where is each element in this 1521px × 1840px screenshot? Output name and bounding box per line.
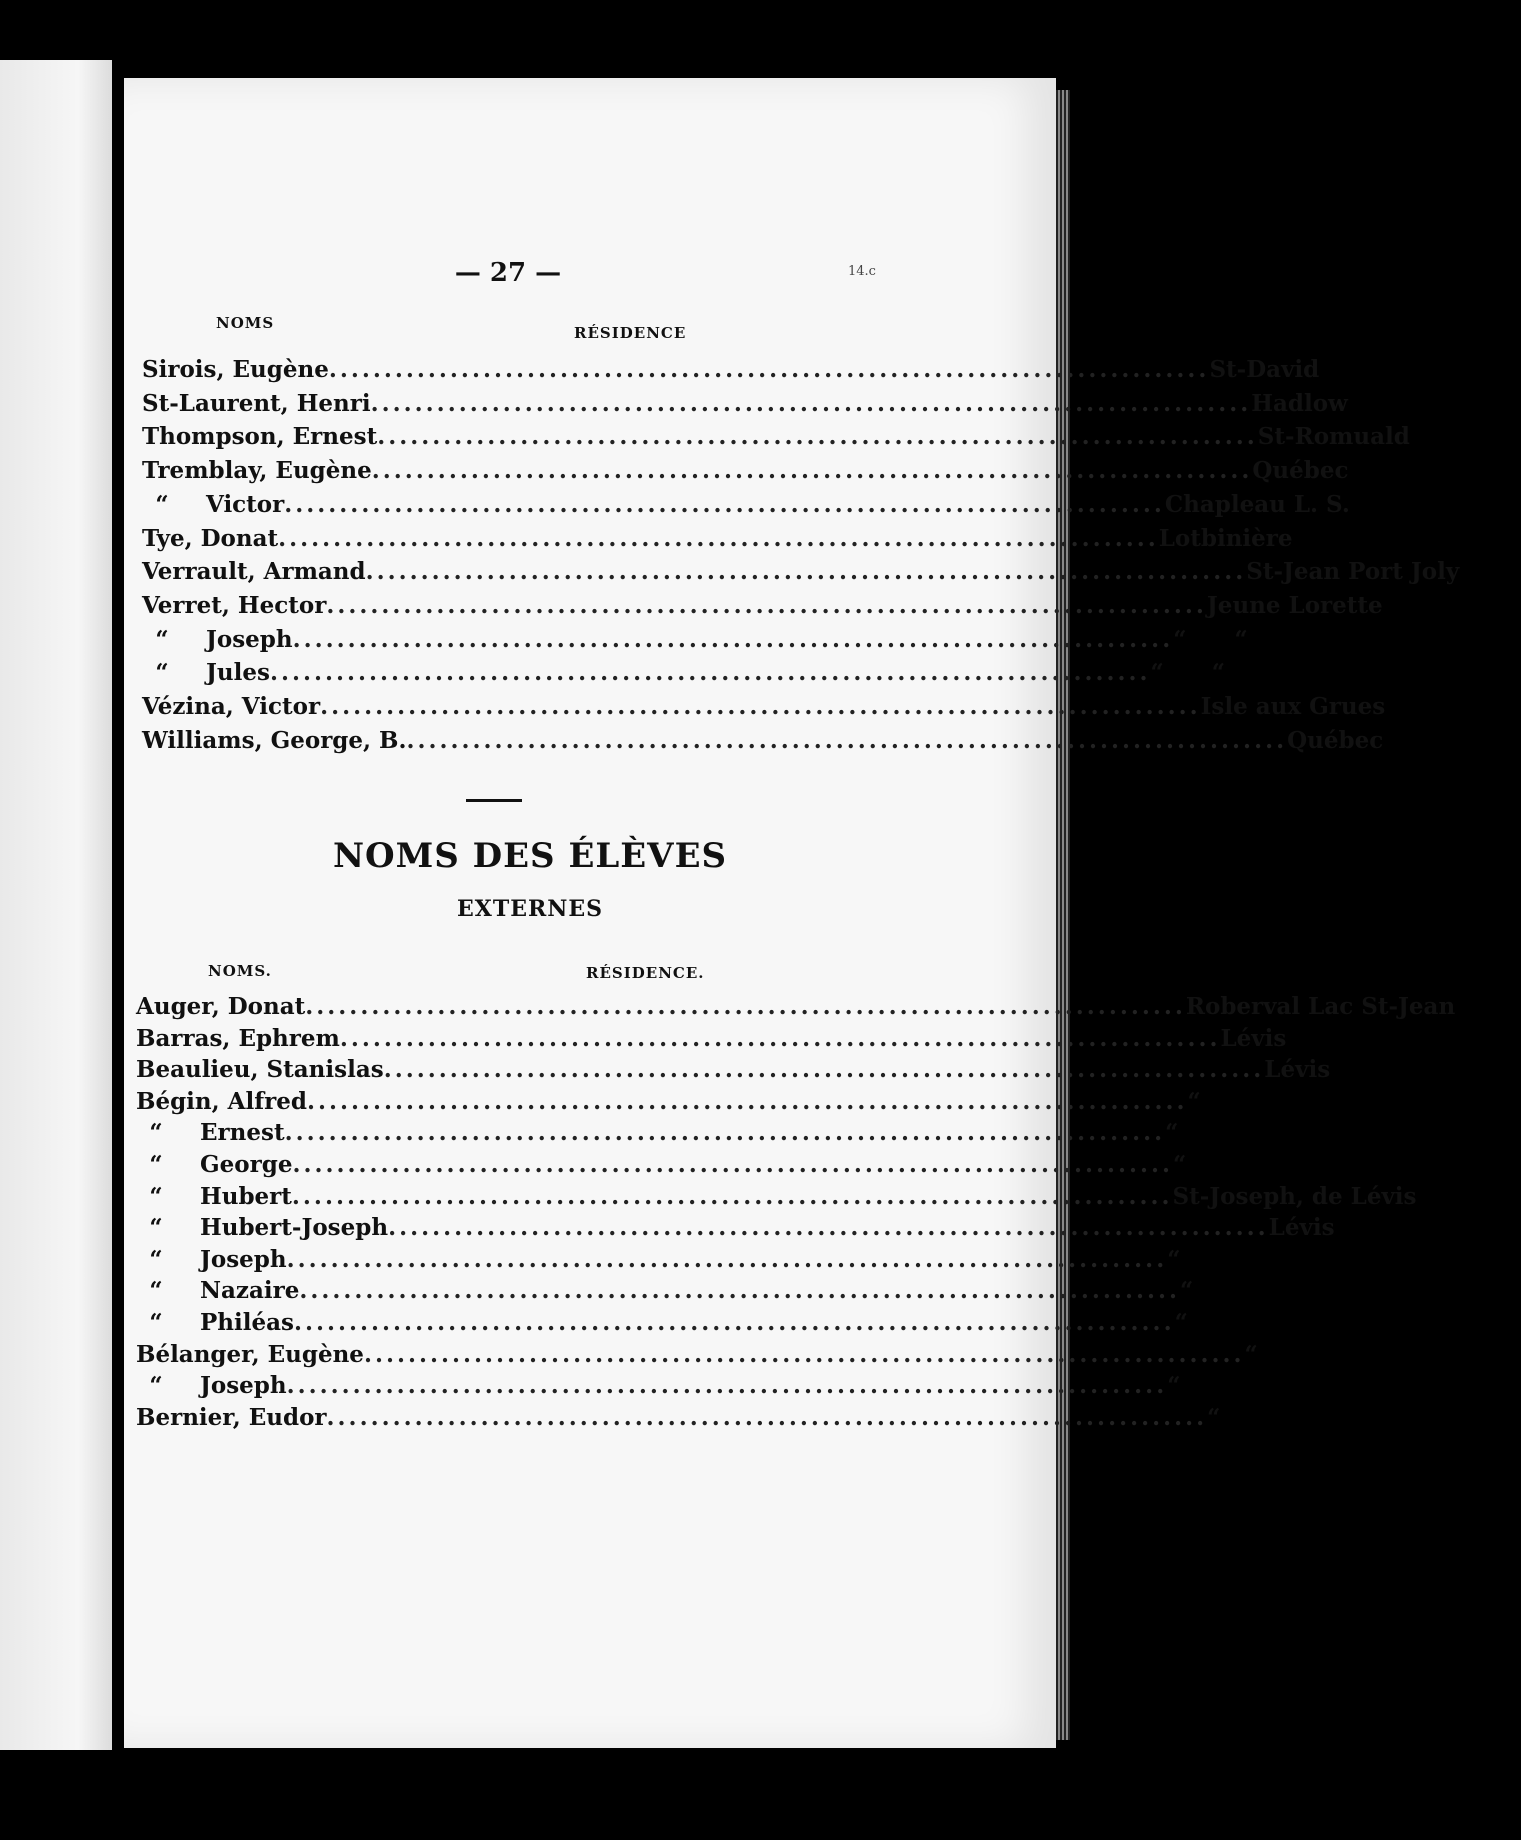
list-row bbox=[142, 726, 1384, 754]
student-name-text: Thompson, Ernest bbox=[142, 423, 378, 451]
student-name-text: Barras, Ephrem bbox=[136, 1024, 340, 1052]
student-name bbox=[136, 1025, 340, 1052]
leader-dots: ................................................................................ bbox=[388, 1214, 1269, 1242]
student-name-text: Verret, Hector bbox=[142, 591, 327, 619]
student-residence: Chapleau L. S. bbox=[1164, 490, 1350, 518]
ditto-mark: “ bbox=[149, 1309, 163, 1336]
student-residence: “ bbox=[1165, 1119, 1179, 1147]
student-residence: “ bbox=[1207, 1403, 1221, 1431]
student-name-text: Ernest bbox=[200, 1119, 285, 1147]
leader-dots: ................................................................................ bbox=[292, 1151, 1174, 1178]
student-name bbox=[136, 1088, 307, 1115]
list-row bbox=[142, 591, 1383, 619]
ditto-mark: “ bbox=[155, 490, 169, 518]
student-residence: Lévis bbox=[1264, 1056, 1331, 1084]
leader-dots: ................................................................................ bbox=[286, 1372, 1168, 1400]
leader-dots: ................................................................................ bbox=[269, 659, 1151, 687]
section-divider bbox=[466, 799, 522, 802]
student-name-text: Bélanger, Eugène bbox=[136, 1340, 364, 1368]
leader-dots: ................................................................................ bbox=[292, 625, 1174, 653]
list-row bbox=[136, 1056, 1331, 1084]
ditto-mark: “ bbox=[149, 1214, 163, 1242]
page-stack-edge bbox=[1056, 90, 1070, 1740]
leader-dots: ................................................................................ bbox=[363, 1340, 1245, 1368]
student-name-text: Victor bbox=[206, 490, 285, 518]
student-name-text: Nazaire bbox=[200, 1277, 300, 1305]
student-residence: Québec bbox=[1252, 457, 1349, 485]
student-name bbox=[142, 659, 270, 686]
list-row bbox=[142, 659, 1226, 687]
leader-dots: ................................................................................ bbox=[291, 1182, 1173, 1210]
student-name-text: Hubert-Joseph bbox=[200, 1214, 389, 1242]
section-title: NOMS DES ÉLÈVES bbox=[332, 836, 728, 876]
student-name bbox=[142, 356, 329, 383]
student-name-text: Joseph bbox=[206, 625, 293, 653]
student-name bbox=[142, 626, 293, 653]
student-name-text: Philéas bbox=[200, 1309, 294, 1336]
student-name-text: Williams, George, B. bbox=[142, 726, 407, 754]
leader-dots: ................................................................................ bbox=[406, 726, 1288, 754]
list-row bbox=[142, 625, 1248, 653]
ditto-mark: “ bbox=[155, 659, 169, 687]
facing-page-edge bbox=[0, 60, 112, 1750]
student-name-text: St-Laurent, Henri bbox=[142, 389, 371, 417]
student-name-text: Beaulieu, Stanislas bbox=[136, 1056, 384, 1084]
student-name-text: Hubert bbox=[200, 1182, 292, 1210]
student-residence: Jeune Lorette bbox=[1206, 591, 1383, 619]
student-name bbox=[136, 1277, 299, 1304]
student-name bbox=[136, 1309, 294, 1336]
student-residence: “ bbox=[1244, 1340, 1258, 1368]
student-residence: “ “ bbox=[1150, 659, 1226, 687]
student-residence: “ bbox=[1174, 1309, 1188, 1336]
student-name-text: Joseph bbox=[200, 1372, 287, 1400]
student-name bbox=[136, 1341, 364, 1368]
student-name bbox=[136, 1151, 292, 1178]
margin-note: 14.c bbox=[848, 264, 876, 279]
student-name bbox=[142, 693, 320, 720]
list-row bbox=[136, 1119, 1179, 1147]
leader-dots: ................................................................................ bbox=[320, 693, 1201, 720]
list-row bbox=[142, 423, 1410, 451]
leader-dots: ................................................................................ bbox=[377, 423, 1258, 451]
leader-dots: ................................................................................ bbox=[383, 1056, 1265, 1084]
student-name bbox=[142, 390, 371, 417]
student-residence: Hadlow bbox=[1251, 389, 1348, 417]
student-residence: “ bbox=[1167, 1245, 1181, 1273]
list-row bbox=[142, 356, 1320, 383]
ditto-mark: “ bbox=[155, 625, 169, 653]
list-row bbox=[142, 693, 1386, 720]
student-name bbox=[136, 993, 305, 1020]
leader-dots: ................................................................................ bbox=[284, 1119, 1166, 1147]
student-residence: St-Jean Port Joly bbox=[1246, 558, 1460, 586]
ditto-mark: “ bbox=[149, 1245, 163, 1273]
list-row bbox=[136, 1403, 1221, 1431]
leader-dots: ................................................................................ bbox=[278, 524, 1159, 552]
student-name-text: Sirois, Eugène bbox=[142, 356, 329, 383]
bottom-column-header-residence: RÉSIDENCE. bbox=[586, 964, 705, 982]
student-residence: “ bbox=[1173, 1151, 1187, 1178]
ditto-mark: “ bbox=[149, 1119, 163, 1147]
leader-dots: ................................................................................ bbox=[299, 1277, 1180, 1305]
student-residence: Lévis bbox=[1268, 1214, 1335, 1242]
student-residence: Isle aux Grues bbox=[1200, 693, 1386, 720]
list-row bbox=[136, 1182, 1417, 1210]
student-name bbox=[136, 1246, 287, 1273]
student-name bbox=[142, 592, 326, 619]
student-name-text: Bégin, Alfred bbox=[136, 1087, 307, 1115]
ditto-mark: “ bbox=[149, 1182, 163, 1210]
student-name-text: Vézina, Victor bbox=[142, 693, 321, 720]
student-residence: Lévis bbox=[1220, 1024, 1287, 1052]
student-name-text: Verrault, Armand bbox=[142, 558, 366, 586]
list-row bbox=[142, 524, 1293, 552]
student-residence: “ bbox=[1187, 1087, 1201, 1115]
leader-dots: ................................................................................ bbox=[370, 389, 1252, 417]
student-residence: Lotbinière bbox=[1158, 524, 1293, 552]
list-row bbox=[136, 1372, 1181, 1400]
student-residence: Roberval Lac St-Jean bbox=[1185, 993, 1456, 1020]
list-row bbox=[136, 1087, 1201, 1115]
list-row bbox=[142, 457, 1349, 485]
leader-dots: ................................................................................ bbox=[306, 1087, 1188, 1115]
student-residence: “ “ bbox=[1173, 625, 1248, 653]
leader-dots: ................................................................................ bbox=[365, 558, 1247, 586]
student-name bbox=[142, 423, 377, 450]
student-name bbox=[142, 457, 372, 484]
leader-dots: ................................................................................ bbox=[293, 1309, 1175, 1336]
list-row bbox=[142, 490, 1350, 518]
ditto-mark: “ bbox=[149, 1277, 163, 1305]
top-column-header-residence: RÉSIDENCE bbox=[574, 324, 687, 342]
student-name bbox=[136, 1404, 327, 1431]
student-name bbox=[136, 1056, 384, 1083]
leader-dots: ................................................................................ bbox=[326, 591, 1207, 619]
list-row bbox=[136, 1151, 1187, 1178]
student-name bbox=[142, 727, 407, 754]
student-residence: “ bbox=[1167, 1372, 1181, 1400]
student-name-text: Jules bbox=[206, 659, 270, 687]
list-row bbox=[136, 1309, 1188, 1336]
list-row bbox=[136, 1340, 1258, 1368]
page-number: — 27 — bbox=[454, 258, 562, 288]
ditto-mark: “ bbox=[149, 1151, 163, 1178]
student-residence: Québec bbox=[1287, 726, 1384, 754]
top-column-header-names: NOMS bbox=[216, 314, 275, 332]
leader-dots: ................................................................................ bbox=[371, 457, 1253, 485]
leader-dots: ................................................................................ bbox=[286, 1245, 1168, 1273]
student-name-text: Tremblay, Eugène bbox=[142, 457, 372, 485]
leader-dots: ................................................................................ bbox=[305, 993, 1186, 1020]
leader-dots: ................................................................................ bbox=[328, 356, 1210, 383]
student-name bbox=[136, 1183, 292, 1210]
leader-dots: ................................................................................ bbox=[339, 1024, 1221, 1052]
ditto-mark: “ bbox=[149, 1372, 163, 1400]
student-name-text: Tye, Donat bbox=[142, 524, 279, 552]
student-name bbox=[136, 1119, 285, 1146]
list-row bbox=[136, 1024, 1287, 1052]
student-name bbox=[136, 1372, 287, 1399]
list-row bbox=[136, 1245, 1181, 1273]
list-row bbox=[142, 389, 1348, 417]
student-residence: St-Romuald bbox=[1257, 423, 1410, 451]
student-name-text: Auger, Donat bbox=[136, 993, 306, 1020]
leader-dots: ................................................................................ bbox=[284, 490, 1165, 518]
student-name bbox=[136, 1214, 388, 1241]
student-name-text: George bbox=[200, 1151, 293, 1178]
list-row bbox=[136, 993, 1456, 1020]
bottom-column-header-names: NOMS. bbox=[208, 962, 272, 980]
student-name-text: Joseph bbox=[200, 1245, 287, 1273]
leader-dots: ................................................................................ bbox=[326, 1403, 1208, 1431]
list-row bbox=[136, 1214, 1335, 1242]
student-name bbox=[142, 558, 366, 585]
list-row bbox=[136, 1277, 1194, 1305]
student-name bbox=[142, 491, 284, 518]
student-name-text: Bernier, Eudor bbox=[136, 1403, 327, 1431]
student-residence: “ bbox=[1179, 1277, 1194, 1305]
student-residence: St-Joseph, de Lévis bbox=[1172, 1182, 1417, 1210]
list-row bbox=[142, 558, 1460, 586]
section-subtitle: EXTERNES bbox=[456, 896, 604, 922]
student-residence: St-David bbox=[1209, 356, 1320, 383]
student-name bbox=[142, 525, 278, 552]
